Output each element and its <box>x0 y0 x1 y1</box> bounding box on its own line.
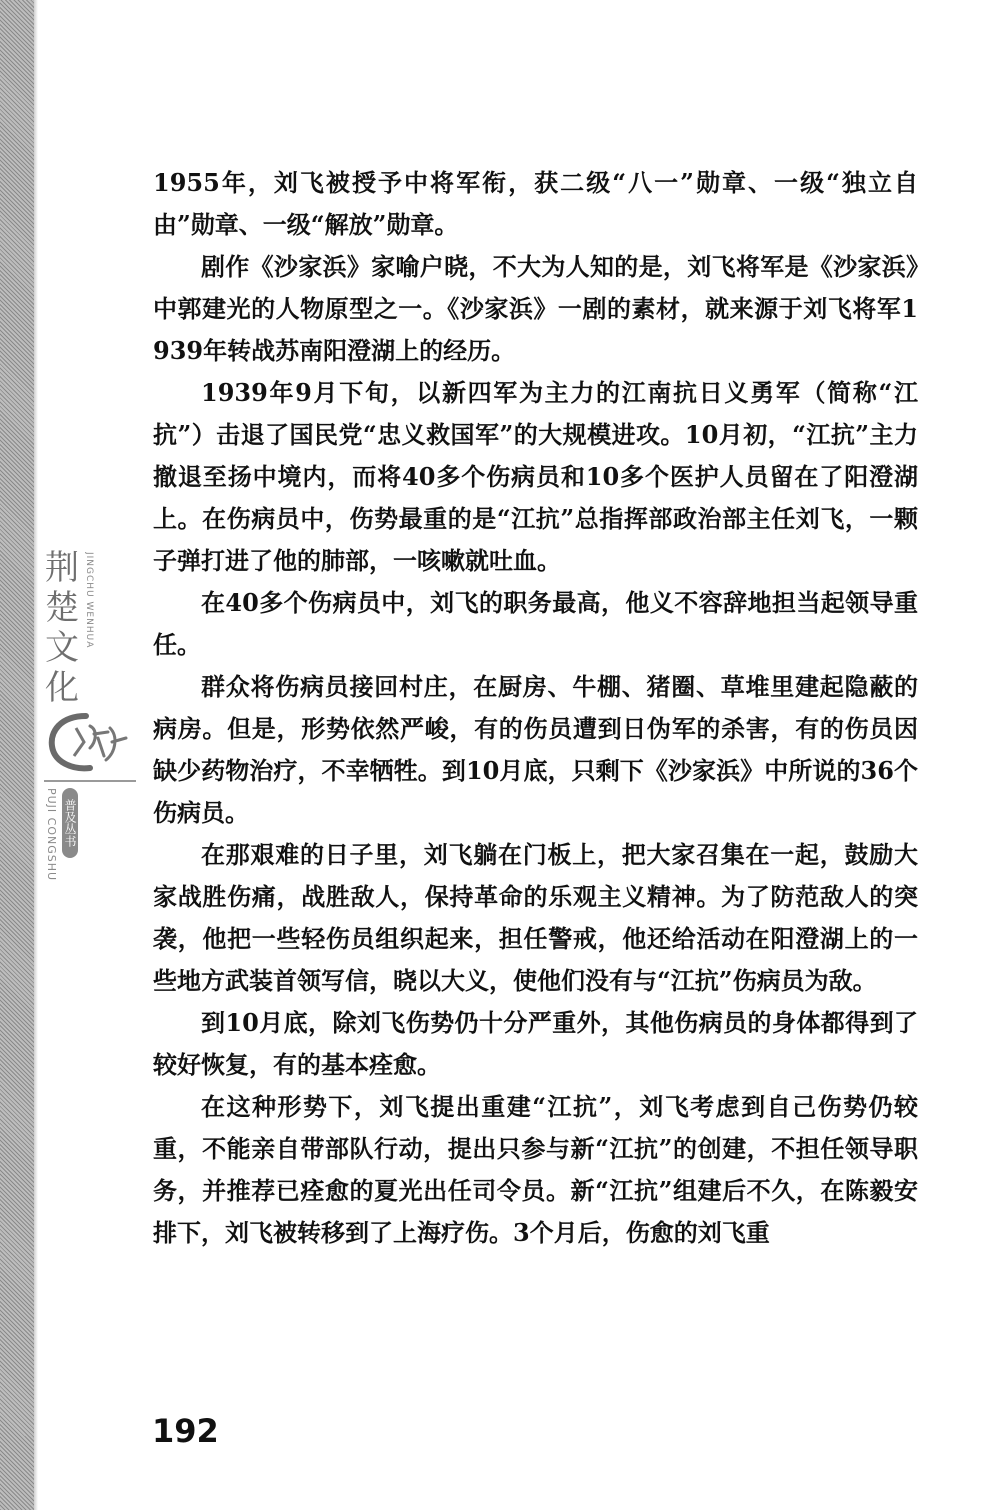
series-en-top: JINGCHU WENHUA <box>84 552 94 649</box>
paragraph: 到10月底，除刘飞伤势仍十分严重外，其他伤病员的身体都得到了较好恢复，有的基本痊愈。 <box>153 1008 918 1079</box>
paragraph: 剧作《沙家浜》家喻户晓，不大为人知的是，刘飞将军是《沙家浜》中郭建光的人物原型之一。《沙家浜》一剧的素材，就来源于刘飞将军1939年转战苏南阳澄湖上的经历。 <box>153 252 918 365</box>
series-title <box>44 548 80 708</box>
paragraph: 群众将伤病员接回村庄，在厨房、牛棚、猪圈、草堆里建起隐蔽的病房。但是，形势依然严峻，有的伤员遭到日伪军的杀害，有的伤员因缺少药物治疗，不幸牺牲。到10月底，只剩下《沙家浜》中所说的36个伤病员。 <box>153 672 918 827</box>
paragraph: 在那艰难的日子里，刘飞躺在门板上，把大家召集在一起，鼓励大家战胜伤痛，战胜敌人，保持革命的乐观主义精神。为了防范敌人的突袭，他把一些轻伤员组织起来，担任警戒，他还给活动在阳澄湖上的一些地方武装首领写信，晓以大义，使他们没有与“江抗”伤病员为敌。 <box>153 840 918 995</box>
series-title-char: 楚 <box>45 588 79 628</box>
series-sidebar <box>44 548 124 908</box>
page-number: 192 <box>152 1412 219 1450</box>
paragraph: 在40多个伤病员中，刘飞的职务最高，他义不容辞地担当起领导重任。 <box>153 588 918 659</box>
series-en-bottom: PUJI CONGSHU <box>45 788 58 882</box>
series-title-char: 文 <box>45 628 79 668</box>
book-spine-shadow <box>0 0 34 1510</box>
page-body <box>153 162 918 1254</box>
paragraph: 在这种形势下，刘飞提出重建“江抗”，刘飞考虑到自己伤势仍较重，不能亲自带部队行动，提出只参与新“江抗”的创建，不担任领导职务，并推荐已痊愈的夏光出任司令员。新“江抗”组建后不久，在陈毅安排下，刘飞被转移到了上海疗伤。3个月后，伤愈的刘飞重 <box>153 1092 918 1247</box>
series-divider <box>44 780 136 782</box>
series-title-char: 荆 <box>45 548 79 588</box>
spine-edge <box>34 0 38 1510</box>
paragraph: 1955年，刘飞被授予中将军衔，获二级“八一”勋章、一级“独立自由”勋章、一级“解放”勋章。 <box>153 168 918 239</box>
series-subtitle: 普及丛书 <box>62 788 78 858</box>
calligraphy-seal-logo <box>46 708 132 774</box>
series-title-char: 化 <box>45 668 79 708</box>
paragraph: 1939年9月下旬，以新四军为主力的江南抗日义勇军（简称“江抗”）击退了国民党“忠义救国军”的大规模进攻。10月初，“江抗”主力撤退至扬中境内，而将40多个伤病员和10多个医护人员留在了阳澄湖上。在伤病员中，伤势最重的是“江抗”总指挥部政治部主任刘飞，一颗子弹打进了他的肺部，一咳嗽就吐血。 <box>153 378 918 575</box>
